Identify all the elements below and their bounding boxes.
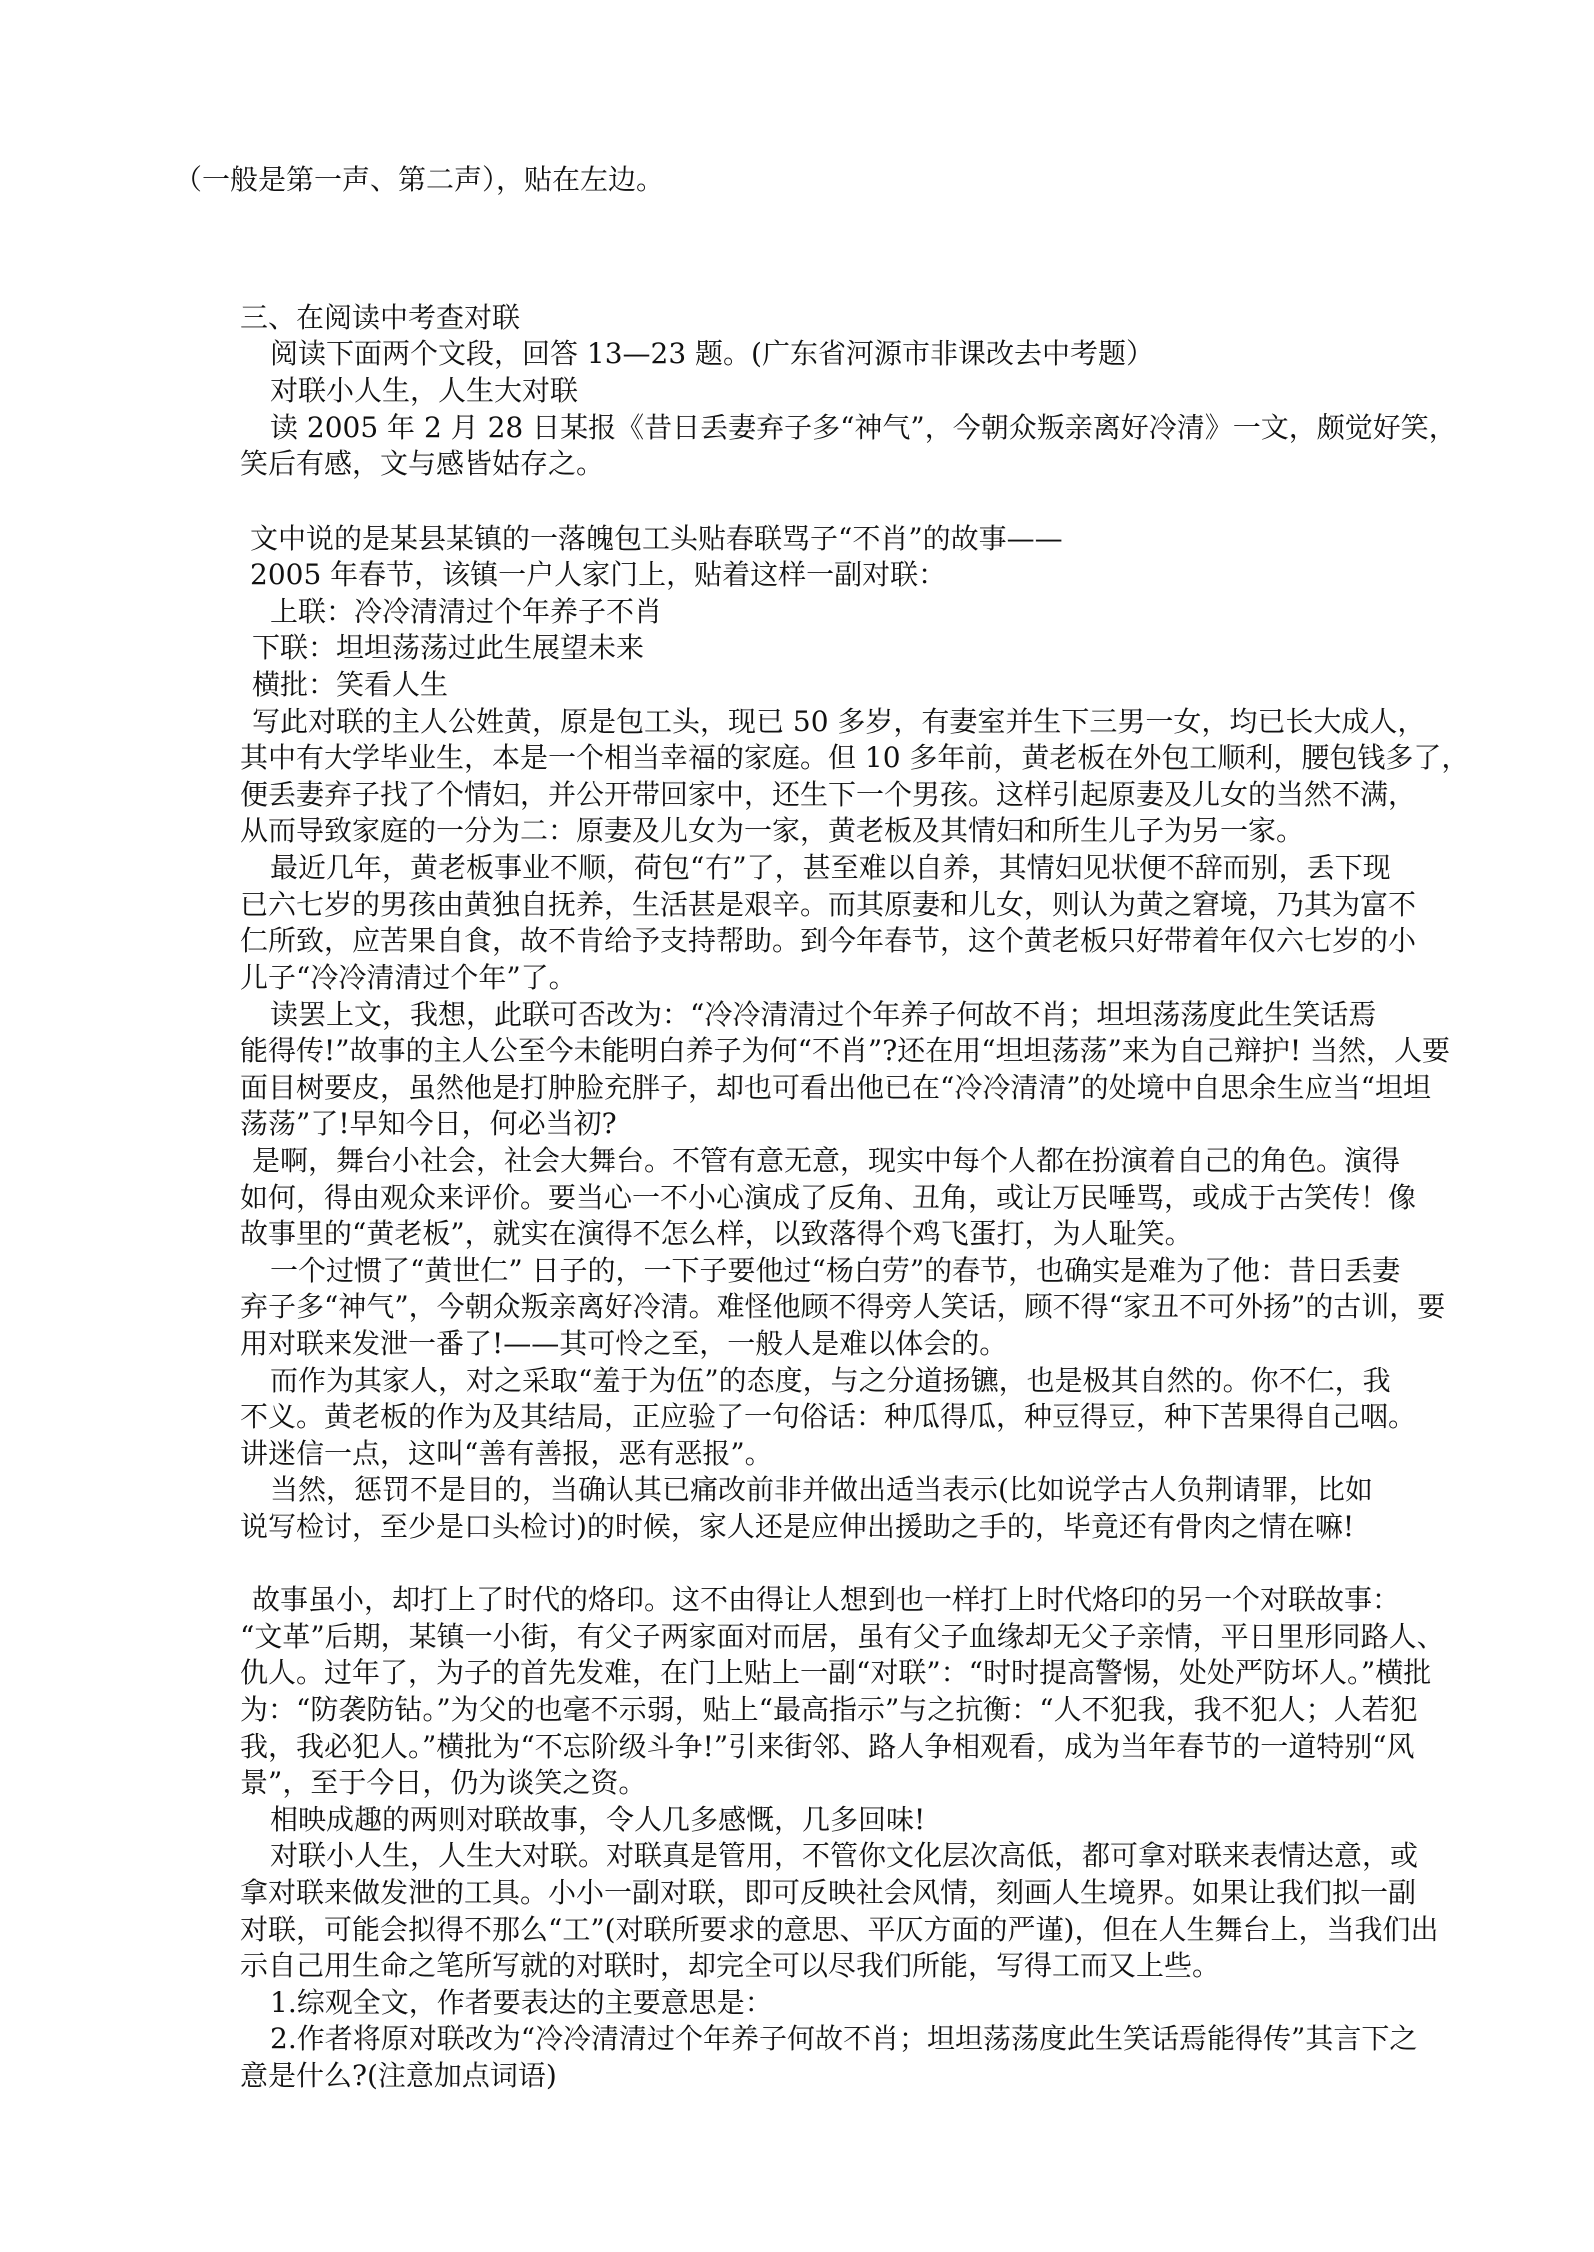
section-heading: 三、在阅读中考查对联 <box>240 301 521 334</box>
text-line: 读 2005 年 2 月 28 日某报《昔日丢妻弃子多“神气”，今朝众叛亲离好冷清》一文，颇觉好笑， <box>270 411 1457 444</box>
couplet-lower: 下联：坦坦荡荡过此生展望未来 <box>252 631 645 664</box>
couplet-upper: 上联：冷冷清清过个年养子不肖 <box>270 595 663 628</box>
question-2: 2.作者将原对联改为“冷冷清清过个年养子何故不肖；坦坦荡荡度此生笑话焉能得传”其言下之 <box>270 2022 1418 2055</box>
text-line: 当然，惩罚不是目的，当确认其已痛改前非并做出适当表示(比如说学古人负荆请罪，比如 <box>270 1473 1373 1506</box>
text-line: 对联小人生，人生大对联。对联真是管用，不管你文化层次高低，都可拿对联来表情达意，或 <box>270 1839 1419 1872</box>
text-line: 一个过惯了“黄世仁” 日子的，一下子要他过“杨白劳”的春节，也确实是难为了他：昔日丢妻 <box>270 1254 1401 1287</box>
question-2-continued: 意是什么?(注意加点词语) <box>240 2059 557 2092</box>
text-line: 阅读下面两个文段，回答 13—23 题。(广东省河源市非课改去中考题） <box>270 337 1154 370</box>
text-line: 相映成趣的两则对联故事，令人几多感慨，几多回味! <box>270 1803 926 1836</box>
text-line: 而作为其家人，对之采取“羞于为伍”的态度，与之分道扬镳，也是极其自然的。你不仁，我 <box>270 1364 1391 1397</box>
text-line: 为：“防袭防钻。”为父的也毫不示弱，贴上“最高指示”与之抗衡：“人不犯我，我不犯人；人若犯 <box>240 1693 1418 1726</box>
text-line: 已六七岁的男孩由黄独自抚养，生活甚是艰辛。而其原妻和儿女，则认为黄之窘境，乃其为富不 <box>240 888 1417 921</box>
text-line: 文中说的是某县某镇的一落魄包工头贴春联骂子“不肖”的故事—— <box>250 522 1063 555</box>
text-line: 说写检讨，至少是口头检讨)的时候，家人还是应伸出援助之手的，毕竟还有骨肉之情在嘛! <box>240 1510 1355 1543</box>
text-line: 示自己用生命之笔所写就的对联时，却完全可以尽我们所能，写得工而又上些。 <box>240 1949 1221 1982</box>
couplet-horizontal: 横批：笑看人生 <box>252 668 449 701</box>
text-line: 故事虽小，却打上了时代的烙印。这不由得让人想到也一样打上时代烙印的另一个对联故事： <box>252 1583 1401 1616</box>
text-line: 读罢上文，我想，此联可否改为：“冷冷清清过个年养子何故不肖；坦坦荡荡度此生笑话焉 <box>270 998 1377 1031</box>
text-line: 不义。黄老板的作为及其结局，正应验了一句俗话：种瓜得瓜，种豆得豆，种下苦果得自己咽。 <box>240 1400 1417 1433</box>
question-1: 1.综观全文，作者要表达的主要意思是： <box>270 1986 773 2019</box>
text-line: 拿对联来做发泄的工具。小小一副对联，即可反映社会风情，刻画人生境界。如果让我们拟一副 <box>240 1876 1417 1909</box>
text-line: 荡荡”了!早知今日，何必当初? <box>240 1107 617 1140</box>
text-line: 最近几年，黄老板事业不顺，荷包“冇”了，甚至难以自养，其情妇见状便不辞而别，丢下现 <box>270 851 1391 884</box>
text-line: 其中有大学毕业生，本是一个相当幸福的家庭。但 10 多年前，黄老板在外包工顺利，腰包钱多了， <box>240 741 1470 774</box>
article-title: 对联小人生，人生大对联 <box>270 374 579 407</box>
text-line: （一般是第一声、第二声），贴在左边。 <box>174 163 665 196</box>
text-line: 从而导致家庭的一分为二：原妻及儿女为一家，黄老板及其情妇和所生儿子为另一家。 <box>240 814 1305 847</box>
text-line: 儿子“冷冷清清过个年”了。 <box>240 961 577 994</box>
text-line: 能得传!”故事的主人公至今未能明白养子为何“不肖”?还在用“坦坦荡荡”来为自己辩护! 当然，人要 <box>240 1034 1450 1067</box>
text-line: 是啊，舞台小社会，社会大舞台。不管有意无意，现实中每个人都在扮演着自己的角色。演得 <box>252 1144 1401 1177</box>
text-line: 写此对联的主人公姓黄，原是包工头，现已 50 多岁，有妻室并生下三男一女，均已长大成人， <box>252 705 1426 738</box>
text-line: 便丢妻弃子找了个情妇，并公开带回家中，还生下一个男孩。这样引起原妻及儿女的当然不满， <box>240 778 1417 811</box>
text-line: 仇人。过年了，为子的首先发难，在门上贴上一副“对联”：“时时提高警惕，处处严防坏人。”横批 <box>240 1656 1432 1689</box>
text-line: 面目树要皮，虽然他是打肿脸充胖子，却也可看出他已在“冷冷清清”的处境中自思余生应当“坦坦 <box>240 1071 1431 1104</box>
text-line: 我，我必犯人。”横批为“不忘阶级斗争!”引来街邻、路人争相观看，成为当年春节的一道特别“风 <box>240 1730 1415 1763</box>
text-line: 用对联来发泄一番了!——其可怜之至，一般人是难以体会的。 <box>240 1327 1008 1360</box>
text-line: 景”，至于今日，仍为谈笑之资。 <box>240 1766 647 1799</box>
text-line: 对联，可能会拟得不那么“工”(对联所要求的意思、平仄方面的严谨)，但在人生舞台上，当我们出 <box>240 1913 1439 1946</box>
text-line: 讲迷信一点，这叫“善有善报，恶有恶报”。 <box>240 1437 773 1470</box>
text-line: 仁所致，应苦果自食，故不肯给予支持帮助。到今年春节，这个黄老板只好带着年仅六七岁的小 <box>240 924 1417 957</box>
text-line: “文革”后期，某镇一小街，有父子两家面对而居，虽有父子血缘却无父子亲情，平日里形同路人、 <box>240 1620 1445 1653</box>
text-line: 2005 年春节，该镇一户人家门上，贴着这样一副对联： <box>250 558 947 591</box>
text-line: 弃子多“神气”，今朝众叛亲离好冷清。难怪他顾不得旁人笑话，顾不得“家丑不可外扬”的古训，要 <box>240 1290 1446 1323</box>
text-line: 故事里的“黄老板”，就实在演得不怎么样，以致落得个鸡飞蛋打，为人耻笑。 <box>240 1217 1193 1250</box>
text-line: 如何，得由观众来评价。要当心一不小心演成了反角、丑角，或让万民唾骂，或成于古笑传！像 <box>240 1181 1417 1214</box>
text-line: 笑后有感，文与感皆姑存之。 <box>240 447 605 480</box>
